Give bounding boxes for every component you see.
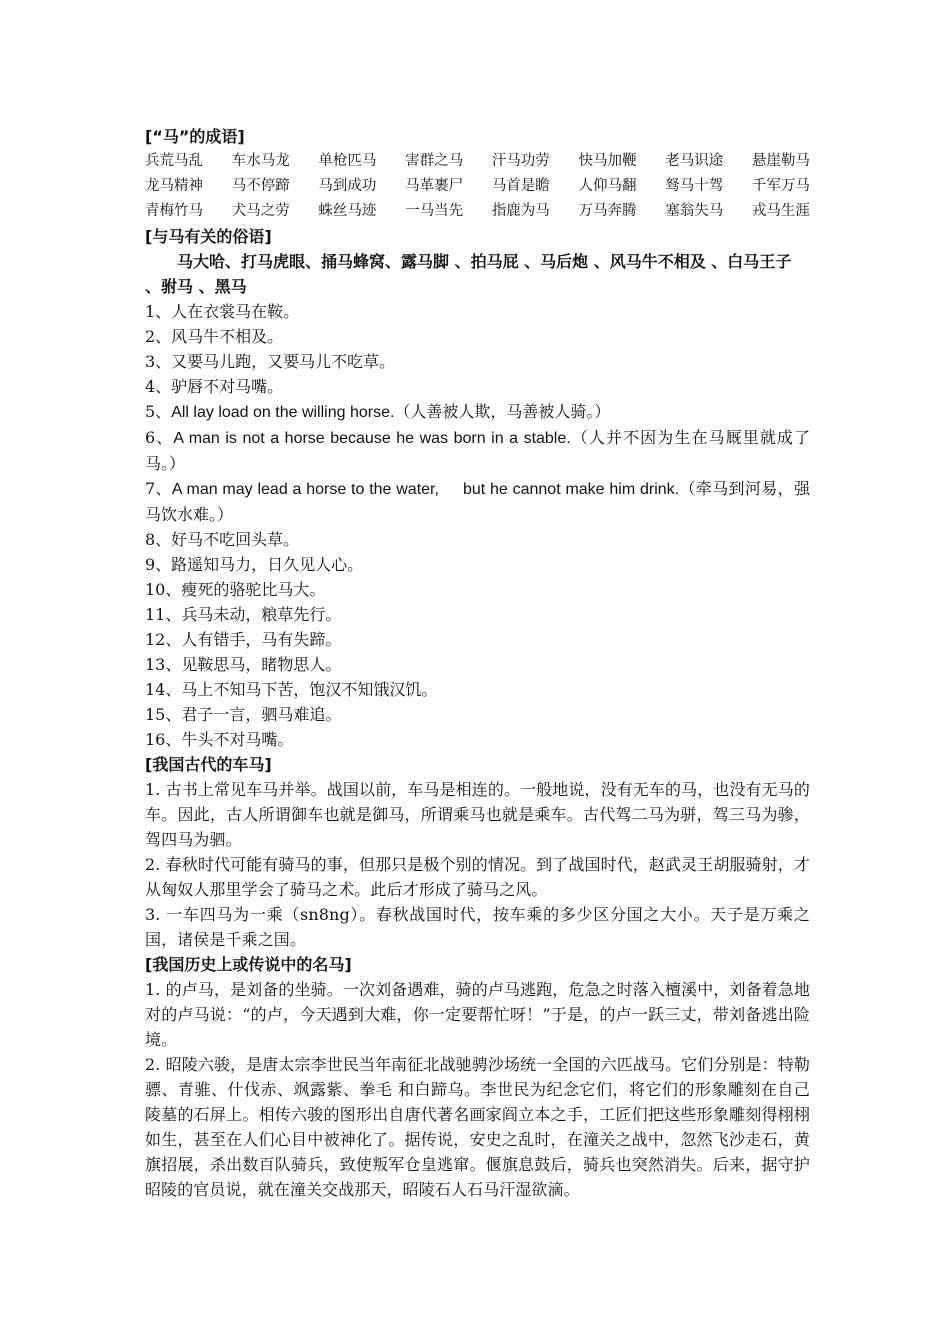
idiom: 车水马龙 <box>231 153 290 169</box>
english-proverb: All lay load on the willing horse. <box>171 404 395 421</box>
idiom: 马到成功 <box>318 178 377 194</box>
idiom: 汗马功劳 <box>491 153 550 169</box>
idiom: 一马当先 <box>405 203 464 219</box>
list-item: 13、见鞍思马，睹物思人。 <box>145 655 342 674</box>
idiom-row <box>145 199 810 224</box>
idiom: 悬崖勒马 <box>751 153 810 169</box>
idioms-grid <box>145 149 810 224</box>
list-item: 11、兵马未动，粮草先行。 <box>145 605 342 624</box>
idiom: 人仰马翻 <box>578 178 637 194</box>
idiom: 老马识途 <box>665 153 724 169</box>
list-item: 15、君子一言，驷马难追。 <box>145 705 342 724</box>
idioms-heading: [“马”的成语] <box>145 127 245 146</box>
idiom: 马革裹尸 <box>405 178 464 194</box>
list-item: 16、牛头不对马嘴。 <box>145 730 294 749</box>
idiom: 犬马之劳 <box>231 203 290 219</box>
list-item: 4、驴唇不对马嘴。 <box>145 377 284 396</box>
item-number: 5、 <box>145 402 172 421</box>
list-item <box>145 399 810 425</box>
document-page <box>145 124 810 1202</box>
idiom: 万马奔腾 <box>578 203 637 219</box>
list-item: 1、人在衣裳马在鞍。 <box>145 302 300 321</box>
idiom: 青梅竹马 <box>145 203 203 219</box>
idiom: 马首是瞻 <box>491 178 550 194</box>
idiom: 塞翁失马 <box>665 203 724 219</box>
english-proverb: A man is not a horse because he was born in a stable. <box>173 430 571 447</box>
idiom-row <box>145 174 810 199</box>
chinese-translation: （人并不因为生在马厩里就成了马。） <box>145 428 811 473</box>
list-item: 2、风马牛不相及。 <box>145 327 284 346</box>
idiom: 指鹿为马 <box>491 203 550 219</box>
list-item <box>145 425 810 476</box>
idiom: 蛛丝马迹 <box>318 203 377 219</box>
list-item: 8、好马不吃回头草。 <box>145 530 300 549</box>
list-item: 10、瘦死的骆驼比马大。 <box>145 580 326 599</box>
item-number: 7、 <box>145 479 172 498</box>
list-item: 9、路遥知马力，日久见人心。 <box>145 555 364 574</box>
idiom: 千军万马 <box>751 178 810 194</box>
english-proverb: A man may lead a horse to the water, but he cannot make him drink. <box>171 481 680 498</box>
idiom: 快马加鞭 <box>578 153 637 169</box>
proverbs-heading: [与马有关的俗语] <box>145 227 272 246</box>
paragraph: 2. 春秋时代可能有骑马的事，但那只是极个别的情况。到了战国时代，赵武灵王胡服骑射，才从匈奴人那里学会了骑马之术。此后才形成了骑马之风。 <box>145 855 810 899</box>
paragraph: 1. 古书上常见车马并举。战国以前，车马是相连的。一般地说，没有无车的马，也没有无马的车。因此，古人所谓御车也就是御马，所谓乘马也就是乘车。古代驾二马为骈，驾三马为骖，驾四马为驷。 <box>145 780 810 849</box>
paragraph: 3. 一车四马为一乘（sn8ng）。春秋战国时代，按车乘的多少区分国之大小。天子是万乘之国，诸侯是千乘之国。 <box>145 905 810 949</box>
chinese-translation: （人善被人欺，马善被人骑。） <box>394 402 611 421</box>
famous-horses-heading: [我国历史上或传说中的名马] <box>145 955 352 974</box>
idiom: 马不停蹄 <box>231 178 290 194</box>
list-item: 14、马上不知马下苦，饱汉不知饿汉饥。 <box>145 680 438 699</box>
idiom: 龙马精神 <box>145 178 203 194</box>
proverbs-bold-list: 马大哈、打马虎眼、捅马蜂窝、露马脚 、拍马屁 、马后炮 、风马牛不相及 、白马王子 、驸马 、黑马 <box>145 252 792 296</box>
idiom: 兵荒马乱 <box>145 153 203 169</box>
paragraph: 1. 的卢马，是刘备的坐骑。一次刘备遇难，骑的卢马逃跑，危急之时落入檀溪中，刘备着急地对的卢马说：“的卢，今天遇到大难，你一定要帮忙呀！”于是，的卢一跃三丈，带刘备逃出险境。 <box>145 980 810 1049</box>
idiom: 驽马十驾 <box>665 178 724 194</box>
list-item: 3、又要马儿跑，又要马儿不吃草。 <box>145 352 396 371</box>
list-item: 12、人有错手，马有失蹄。 <box>145 630 342 649</box>
idiom: 单枪匹马 <box>318 153 377 169</box>
idiom: 害群之马 <box>405 153 464 169</box>
idiom-row <box>145 149 810 174</box>
chariot-heading: [我国古代的车马] <box>145 755 272 774</box>
list-item <box>145 476 810 527</box>
paragraph: 2. 昭陵六骏，是唐太宗李世民当年南征北战驰骋沙场统一全国的六匹战马。它们分别是：特勒骠、青骓、什伐赤、飒露紫、拳毛 和白蹄乌。李世民为纪念它们，将它们的形象雕刻在自己陵墓的石屏上。相传六骏的图形出自唐代著名画家阎立本之手，工匠们把这些形象雕刻得栩栩如生，甚至在人们心目中被神化了。据传说，安史之乱时，在潼关之战中，忽然飞沙走石，黄旗招展，杀出数百队骑兵，致使叛军仓皇逃窜。偃旗息鼓后，骑兵也突然消失。后来，据守护昭陵的官员说，就在潼关交战那天，昭陵石人石马汗湿欲滴。 <box>145 1055 810 1199</box>
chinese-translation: （牵马到河易，强马饮水难。） <box>145 479 810 524</box>
idiom: 戎马生涯 <box>751 203 810 219</box>
item-number: 6、 <box>145 428 174 447</box>
